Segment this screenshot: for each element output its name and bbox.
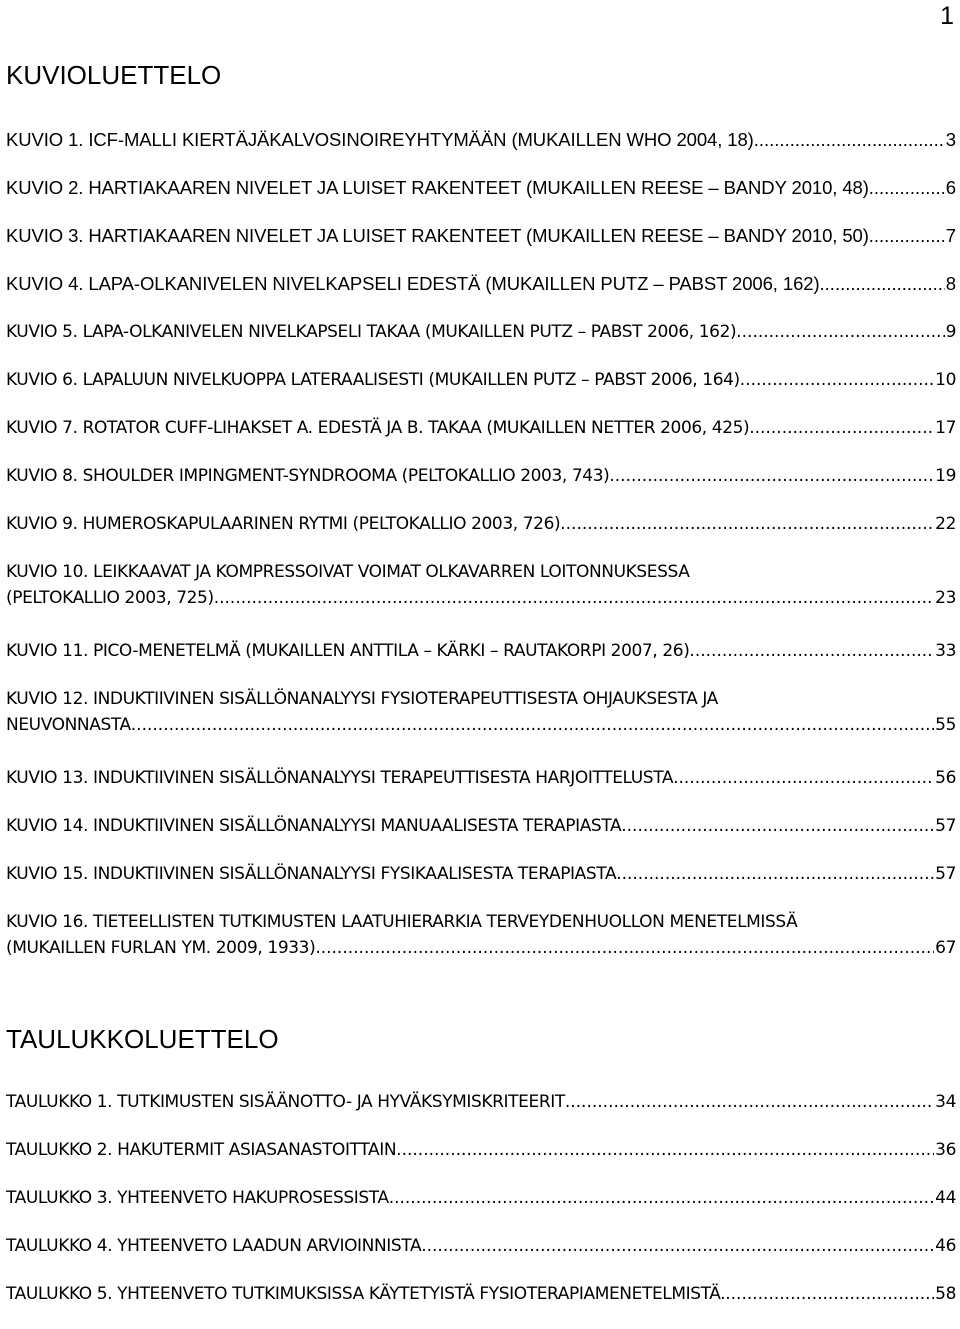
entry-page: 44 (935, 1188, 956, 1208)
entry-page: 3 (945, 129, 956, 150)
entry-title-line2: (PELTOKALLIO 2003, 725) (6, 588, 214, 608)
table-list-heading: TAULUKKOLUETTELO (6, 1024, 279, 1054)
figure-entry-5[interactable] (6, 319, 956, 367)
entry-page: 46 (935, 1236, 956, 1256)
entry-title: KUVIO 7. ROTATOR CUFF-LIHAKSET A. EDESTÄ JA B. TAKAA (MUKAILLEN NETTER 2006, 425) (6, 418, 750, 438)
figure-entry-16[interactable] (6, 909, 956, 988)
dot-leader (874, 223, 945, 249)
table-entry-3[interactable] (6, 1185, 956, 1233)
entry-title: TAULUKKO 3. YHTEENVETO HAKUPROSESSISTA (6, 1188, 389, 1208)
figure-entry-14[interactable] (6, 813, 956, 861)
dot-leader (214, 585, 934, 611)
entry-title: KUVIO 2. HARTIAKAAREN NIVELET JA LUISET RAKENTEET (MUKAILLEN REESE – BANDY 2010, 48). (6, 177, 874, 198)
entry-title: KUVIO 4. LAPA-OLKANIVELEN NIVELKAPSELI EDESTÄ (MUKAILLEN PUTZ – PABST 2006, 162) (6, 273, 820, 294)
figure-entry-10[interactable] (6, 559, 956, 638)
dot-leader (740, 367, 934, 393)
dot-leader (820, 271, 945, 297)
entry-page: 36 (935, 1140, 956, 1160)
dot-leader (616, 861, 934, 887)
dot-leader (389, 1185, 934, 1211)
figure-entry-9[interactable] (6, 511, 956, 559)
entry-page: 6 (945, 177, 956, 198)
entry-title: TAULUKKO 4. YHTEENVETO LAADUN ARVIOINNISTA (6, 1236, 422, 1256)
entry-page: 55 (935, 715, 956, 735)
entry-title: TAULUKKO 1. TUTKIMUSTEN SISÄÄNOTTO- JA HYVÄKSYMISKRITEERIT (6, 1092, 565, 1112)
entry-title: KUVIO 11. PICO-MENETELMÄ (MUKAILLEN ANTTILA – KÄRKI – RAUTAKORPI 2007, 26) (6, 641, 690, 661)
dot-leader (874, 175, 945, 201)
dot-leader (131, 712, 934, 738)
entry-page: 57 (935, 864, 956, 884)
entry-page: 56 (935, 768, 956, 788)
entry-title: KUVIO 13. INDUKTIIVINEN SISÄLLÖNANALYYSI TERAPEUTTISESTA HARJOITTELUSTA (6, 768, 674, 788)
dot-leader (609, 463, 934, 489)
dot-leader (736, 319, 944, 345)
entry-page: 8 (945, 273, 956, 294)
entry-title: KUVIO 14. INDUKTIIVINEN SISÄLLÖNANALYYSI MANUAALISESTA TERAPIASTA (6, 816, 622, 836)
entry-title: KUVIO 5. LAPA-OLKANIVELEN NIVELKAPSELI TAKAA (MUKAILLEN PUTZ – PABST 2006, 162) (6, 322, 737, 342)
entry-title: KUVIO 3. HARTIAKAAREN NIVELET JA LUISET RAKENTEET (MUKAILLEN REESE – BANDY 2010, 50). (6, 225, 874, 246)
dot-leader (396, 1137, 934, 1163)
entry-title-line1: KUVIO 10. LEIKKAAVAT JA KOMPRESSOIVAT VOIMAT OLKAVARREN LOITONNUKSESSA (6, 562, 690, 582)
entry-title: TAULUKKO 2. HAKUTERMIT ASIASANASTOITTAIN (6, 1140, 397, 1160)
dot-leader (315, 935, 934, 961)
figure-entry-13[interactable] (6, 765, 956, 813)
entry-title-line2: (MUKAILLEN FURLAN YM. 2009, 1933) (6, 938, 316, 958)
dot-leader (560, 511, 934, 537)
dot-leader (689, 638, 934, 664)
figure-entry-1[interactable] (6, 127, 956, 175)
entry-title: TAULUKKO 5. YHTEENVETO TUTKIMUKSISSA KÄYTETYISTÄ FYSIOTERAPIAMENETELMISTÄ. (6, 1284, 726, 1304)
figure-entry-8[interactable] (6, 463, 956, 511)
entry-page: 10 (935, 370, 956, 390)
entry-page: 57 (935, 816, 956, 836)
dot-leader (565, 1089, 934, 1115)
entry-title-line1: KUVIO 12. INDUKTIIVINEN SISÄLLÖNANALYYSI FYSIOTERAPEUTTISESTA OHJAUKSESTA JA (6, 689, 718, 709)
entry-title: KUVIO 8. SHOULDER IMPINGMENT-SYNDROOMA (PELTOKALLIO 2003, 743) (6, 466, 610, 486)
figure-entry-15[interactable] (6, 861, 956, 909)
dot-leader (749, 415, 934, 441)
dot-leader (725, 1281, 934, 1307)
entry-title-line1: KUVIO 16. TIETEELLISTEN TUTKIMUSTEN LAATUHIERARKIA TERVEYDENHUOLLON MENETELMISSÄ (6, 912, 798, 932)
figure-entry-6[interactable] (6, 367, 956, 415)
figure-entry-4[interactable] (6, 271, 956, 319)
figure-list (6, 127, 956, 988)
table-entry-5[interactable] (6, 1281, 956, 1329)
entry-page: 34 (935, 1092, 956, 1112)
table-entry-2[interactable] (6, 1137, 956, 1185)
entry-page: 17 (935, 418, 956, 438)
table-entry-1[interactable] (6, 1089, 956, 1137)
entry-page: 23 (935, 588, 956, 608)
dot-leader (673, 765, 934, 791)
entry-page: 7 (945, 225, 956, 246)
entry-page: 67 (935, 938, 956, 958)
entry-page: 58 (935, 1284, 956, 1304)
figure-entry-7[interactable] (6, 415, 956, 463)
page-number: 1 (940, 2, 954, 30)
entry-page: 22 (935, 514, 956, 534)
entry-title-line2: NEUVONNASTA (6, 715, 131, 735)
dot-leader (754, 127, 945, 153)
figure-entry-11[interactable] (6, 638, 956, 686)
table-list (6, 1089, 956, 1329)
figure-entry-2[interactable] (6, 175, 956, 223)
dot-leader (621, 813, 934, 839)
dot-leader (421, 1233, 934, 1259)
figure-list-heading: KUVIOLUETTELO (6, 60, 222, 90)
figure-entry-3[interactable] (6, 223, 956, 271)
entry-page: 33 (935, 641, 956, 661)
entry-title: KUVIO 6. LAPALUUN NIVELKUOPPA LATERAALISESTI (MUKAILLEN PUTZ – PABST 2006, 164) (6, 370, 740, 390)
entry-page: 9 (945, 322, 956, 342)
entry-page: 19 (935, 466, 956, 486)
figure-entry-12[interactable] (6, 686, 956, 765)
table-entry-4[interactable] (6, 1233, 956, 1281)
entry-title: KUVIO 1. ICF-MALLI KIERTÄJÄKALVOSINOIREYHTYMÄÄN (MUKAILLEN WHO 2004, 18) (6, 129, 754, 150)
entry-title: KUVIO 15. INDUKTIIVINEN SISÄLLÖNANALYYSI FYSIKAALISESTA TERAPIASTA (6, 864, 617, 884)
entry-title: KUVIO 9. HUMEROSKAPULAARINEN RYTMI (PELTOKALLIO 2003, 726) (6, 514, 561, 534)
